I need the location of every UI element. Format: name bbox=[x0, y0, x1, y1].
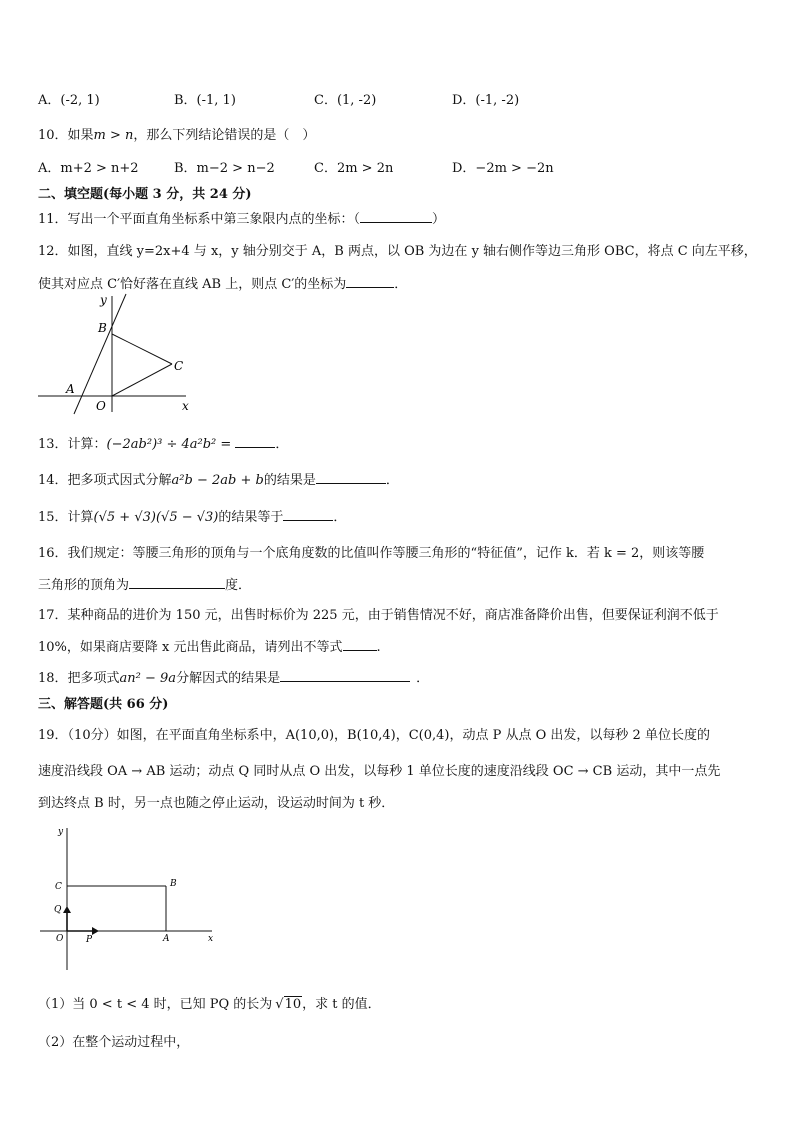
q12-label-y: y bbox=[100, 293, 107, 307]
q19-label-o: O bbox=[56, 934, 64, 944]
q13-expr: (−2ab²)³ ÷ 4a²b² = bbox=[106, 437, 232, 452]
q12-side-oc bbox=[112, 364, 172, 396]
q17-line2 bbox=[38, 636, 381, 655]
q11-answer-blank[interactable] bbox=[360, 208, 432, 223]
q11-text: 11．写出一个平面直角坐标系中第三象限内点的坐标：（ bbox=[38, 212, 361, 227]
q9-option-c: C．(1, -2) bbox=[314, 93, 377, 108]
q19-label-b: B bbox=[170, 879, 177, 889]
q10-stem-suffix: ，那么下列结论错误的是（ ） bbox=[133, 128, 316, 143]
q18-prefix: 18．把多项式 bbox=[38, 671, 120, 686]
q10-option-b: B．m−2 > n−2 bbox=[174, 161, 275, 176]
q19-part2: （2）在整个运动过程中， bbox=[38, 1035, 190, 1050]
q10-stem bbox=[38, 124, 315, 143]
q17-line2-end: . bbox=[376, 640, 381, 655]
q13-answer-blank[interactable] bbox=[235, 433, 275, 448]
q18 bbox=[38, 667, 429, 686]
q19-part1-text: （1）当 0 < t < 4 时，已知 PQ 的长为 bbox=[38, 997, 273, 1012]
q14-expr: a²b − 2ab + b bbox=[171, 473, 264, 488]
q16-line2-text: 三角形的顶角为 bbox=[38, 578, 130, 593]
q15-expr: (√5 + √3)(√5 − √3) bbox=[93, 510, 219, 525]
q19-label-q: Q bbox=[54, 905, 62, 915]
q19-part1-end: ，求 t 的值． bbox=[302, 997, 381, 1012]
q15 bbox=[38, 506, 346, 525]
q18-answer-blank[interactable] bbox=[280, 667, 410, 682]
q19-label-p: P bbox=[86, 935, 93, 945]
q19-label-y: y bbox=[58, 827, 64, 837]
q19-figure bbox=[36, 824, 226, 974]
q12-figure bbox=[30, 288, 200, 416]
q15-mid: 的结果等于 bbox=[218, 510, 284, 525]
q18-suffix: ． bbox=[416, 671, 430, 686]
q13-prefix: 13．计算： bbox=[38, 437, 107, 452]
q16-line2-end: 度． bbox=[225, 578, 252, 593]
q19-part1-sqrt: √10 bbox=[275, 997, 302, 1012]
q16-line2 bbox=[38, 574, 251, 593]
q13-suffix: ． bbox=[275, 437, 289, 452]
q12-label-c: C bbox=[174, 359, 184, 373]
q12-line2-text: 使其对应点 C′恰好落在直线 AB 上，则点 C′的坐标为 bbox=[38, 277, 347, 292]
q10-stem-math: m > n bbox=[93, 128, 134, 143]
q15-prefix: 15．计算 bbox=[38, 510, 94, 525]
q17-line2-text: 10%，如果商店要降 x 元出售此商品，请列出不等式 bbox=[38, 640, 343, 655]
q11 bbox=[38, 208, 445, 227]
q19-line3: 到达终点 B 时，另一点也随之停止运动，设运动时间为 t 秒． bbox=[38, 796, 395, 811]
q14-prefix: 14．把多项式因式分解 bbox=[38, 473, 172, 488]
q9-option-a: A．(-2, 1) bbox=[38, 93, 100, 108]
q14-suffix: ． bbox=[385, 473, 399, 488]
section3-title: 三、解答题(共 66 分) bbox=[38, 697, 169, 712]
q14 bbox=[38, 469, 399, 488]
q9-option-d: D．(-1, -2) bbox=[452, 93, 520, 108]
q19-line2: 速度沿线段 OA → AB 运动；动点 Q 同时从点 O 出发，以每秒 1 单位长度的速度沿线段 OC → CB 运动，其中一点先 bbox=[38, 764, 721, 779]
q19-label-a: A bbox=[163, 934, 170, 944]
q12-label-a: A bbox=[66, 382, 75, 396]
q15-suffix: ． bbox=[333, 510, 347, 525]
q15-answer-blank[interactable] bbox=[283, 506, 333, 521]
q17-answer-blank[interactable] bbox=[343, 636, 377, 651]
q19-part1 bbox=[38, 993, 381, 1012]
q12-label-b: B bbox=[98, 321, 107, 335]
q19-label-c: C bbox=[55, 882, 62, 892]
q14-answer-blank[interactable] bbox=[316, 469, 386, 484]
q16-line1: 16．我们规定：等腰三角形的顶角与一个底角度数的比值叫作等腰三角形的“特征值”，记作 k．若 k = 2，则该等腰 bbox=[38, 546, 705, 561]
q12-side-bc bbox=[112, 334, 172, 364]
q19-q-arrow-head bbox=[63, 906, 71, 913]
section2-title: 二、填空题(每小题 3 分，共 24 分) bbox=[38, 187, 252, 202]
q10-stem-prefix: 10．如果 bbox=[38, 128, 94, 143]
q11-close: ） bbox=[432, 212, 446, 227]
q10-option-a: A．m+2 > n+2 bbox=[38, 161, 139, 176]
q12-label-x: x bbox=[182, 399, 189, 413]
q10-option-c: C．2m > 2n bbox=[314, 161, 394, 176]
q18-expr: an² − 9a bbox=[119, 671, 177, 686]
q19-p-arrow-head bbox=[92, 927, 99, 935]
q12-line1: 12．如图，直线 y=2x+4 与 x，y 轴分别交于 A，B 两点，以 OB 为边在 y 轴右侧作等边三角形 OBC，将点 C 向左平移， bbox=[38, 244, 757, 259]
q12-label-o: O bbox=[96, 399, 106, 413]
q13 bbox=[38, 433, 288, 452]
q19-label-x: x bbox=[208, 934, 214, 944]
q9-option-b: B．(-1, 1) bbox=[174, 93, 236, 108]
q14-mid: 的结果是 bbox=[263, 473, 316, 488]
q12-answer-blank[interactable] bbox=[346, 273, 394, 288]
q18-mid: 分解因式的结果是 bbox=[176, 671, 281, 686]
q19-line1: 19．（10分）如图，在平面直角坐标系中，A(10,0)，B(10,4)，C(0,4)，动点 P 从点 O 出发，以每秒 2 单位长度的 bbox=[38, 728, 710, 743]
q19-part1-radicand: 10 bbox=[284, 997, 302, 1012]
q12-line2-end: ． bbox=[394, 277, 408, 292]
q17-line1: 17．某种商品的进价为 150 元，出售时标价为 225 元，由于销售情况不好，商店准备降价出售，但要保证利润不低于 bbox=[38, 608, 719, 623]
q10-option-d: D．−2m > −2n bbox=[452, 161, 554, 176]
q16-answer-blank[interactable] bbox=[129, 574, 225, 589]
